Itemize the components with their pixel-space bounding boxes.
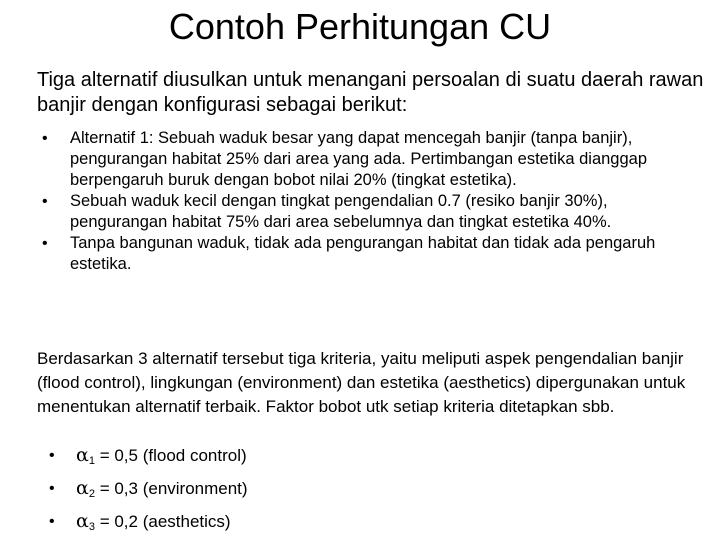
bullet-icon: • bbox=[49, 513, 55, 530]
alpha-symbol: α bbox=[76, 510, 89, 532]
slide-title: Contoh Perhitungan CU bbox=[168, 6, 552, 47]
intro-paragraph: Tiga alternatif diusulkan untuk menangani persoalan di suatu daerah rawan banjir dengan konfigurasi sebagai berikut: bbox=[37, 69, 704, 116]
weight-text: = 0,2 (aesthetics) bbox=[94, 512, 231, 531]
bullet-icon: • bbox=[42, 130, 48, 147]
alpha-subscript: 1 bbox=[88, 455, 95, 467]
list-item bbox=[0, 128, 670, 191]
alpha-subscript: 3 bbox=[88, 521, 95, 533]
alternatives-list bbox=[0, 128, 720, 275]
weight-text: = 0,3 (environment) bbox=[94, 479, 248, 498]
weights-list bbox=[0, 442, 720, 541]
list-item bbox=[0, 191, 670, 233]
bullet-icon: • bbox=[49, 480, 55, 497]
bullet-icon: • bbox=[42, 235, 48, 252]
bullet-icon: • bbox=[42, 193, 48, 210]
list-item bbox=[0, 233, 670, 275]
weight-item bbox=[0, 475, 720, 508]
weight-item bbox=[0, 442, 720, 475]
bullet-icon: • bbox=[49, 447, 55, 464]
alpha-symbol: α bbox=[76, 444, 89, 466]
alpha-symbol: α bbox=[76, 477, 89, 499]
alternative-text: Alternatif 1: Sebuah waduk besar yang dapat mencegah banjir (tanpa banjir), pengurangan habitat 25% dari area yang ada. Pertimbangan estetika dianggap berpengaruh buruk dengan bobot nilai 20% (tingkat estetika). bbox=[70, 129, 648, 189]
conclusion-paragraph: Berdasarkan 3 alternatif tersebut tiga kriteria, yaitu meliputi aspek pengendalian banjir (flood control), lingkungan (environment) dan estetika (aesthetics) dipergunakan untuk menentukan alternatif terbaik. Faktor bobot utk setiap kriteria ditetapkan sbb. bbox=[37, 349, 686, 416]
alternative-text: Tanpa bangunan waduk, tidak ada pengurangan habitat dan tidak ada pengaruh estetika. bbox=[70, 234, 656, 273]
weight-text: = 0,5 (flood control) bbox=[94, 446, 247, 465]
alpha-subscript: 2 bbox=[88, 488, 95, 500]
alternative-text: Sebuah waduk kecil dengan tingkat pengendalian 0.7 (resiko banjir 30%), pengurangan habitat 75% dari area sebelumnya dan tingkat estetika 40%. bbox=[70, 192, 612, 231]
weight-item bbox=[0, 508, 720, 541]
